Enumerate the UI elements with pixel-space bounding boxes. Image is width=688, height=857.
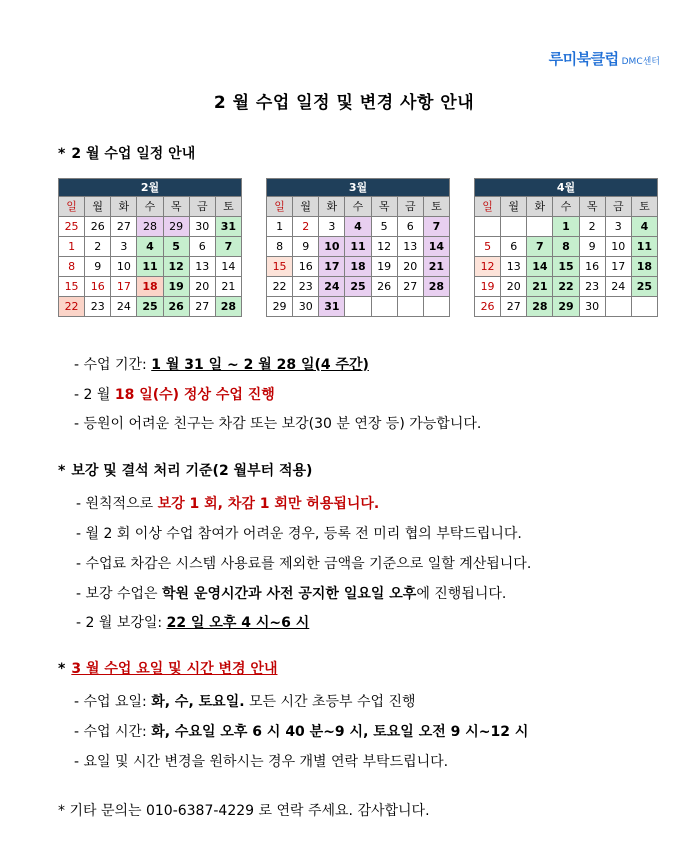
week-row — [475, 237, 658, 257]
week-row — [59, 217, 242, 237]
makeup-rule-line-4 — [76, 583, 506, 603]
week-row — [475, 297, 658, 317]
day-cell — [423, 297, 449, 317]
bullet-star: * — [58, 661, 66, 677]
day-cell: 28 — [215, 297, 241, 317]
day-cell: 14 — [423, 237, 449, 257]
day-cell: 1 — [553, 217, 579, 237]
day-cell: 4 — [631, 217, 657, 237]
schedule-period-label: - 수업 기간: — [74, 357, 147, 373]
day-cell: 31 — [215, 217, 241, 237]
day-cell: 12 — [475, 257, 501, 277]
day-cell: 21 — [215, 277, 241, 297]
week-row — [59, 237, 242, 257]
schedule-normal-class-prefix: - 2 월 — [74, 387, 111, 403]
section-march-change-title: 3 월 수업 요일 및 시간 변경 안내 — [71, 661, 278, 677]
schedule-normal-class-value: 18 일(수) 정상 수업 진행 — [114, 387, 275, 403]
day-cell: 27 — [501, 297, 527, 317]
makeup-rule-line-1 — [76, 493, 379, 513]
day-cell: 24 — [319, 277, 345, 297]
week-row — [267, 237, 450, 257]
day-cell: 15 — [59, 277, 85, 297]
day-cell: 25 — [631, 277, 657, 297]
week-row — [267, 217, 450, 237]
day-cell — [475, 217, 501, 237]
weekday-cell: 화 — [319, 197, 345, 217]
march-time-prefix: - 수업 시간: — [74, 724, 147, 740]
day-cell: 10 — [605, 237, 631, 257]
weekday-row — [267, 197, 450, 217]
day-cell: 25 — [345, 277, 371, 297]
weekday-cell: 월 — [85, 197, 111, 217]
day-cell: 13 — [397, 237, 423, 257]
section-march-change-heading — [58, 658, 277, 678]
day-cell: 22 — [267, 277, 293, 297]
logo — [549, 48, 660, 69]
day-cell: 9 — [293, 237, 319, 257]
calendar-february — [58, 178, 242, 317]
day-cell: 17 — [605, 257, 631, 277]
day-cell: 19 — [163, 277, 189, 297]
calendar-month-title: 3월 — [267, 179, 450, 197]
weekday-cell: 일 — [475, 197, 501, 217]
makeup-rule-line-2: - 월 2 회 이상 수업 참여가 어려운 경우, 등록 전 미리 협의 부탁드립니다. — [76, 526, 522, 542]
day-cell: 27 — [189, 297, 215, 317]
march-time-line — [74, 721, 528, 741]
day-cell: 30 — [579, 297, 605, 317]
day-cell: 19 — [371, 257, 397, 277]
week-row — [59, 297, 242, 317]
day-cell: 8 — [267, 237, 293, 257]
day-cell — [605, 297, 631, 317]
day-cell: 25 — [59, 217, 85, 237]
weekday-cell: 목 — [371, 197, 397, 217]
march-days-value: 화, 수, 토요일. — [151, 694, 245, 710]
march-days-line — [74, 691, 416, 711]
day-cell: 9 — [85, 257, 111, 277]
day-cell: 16 — [85, 277, 111, 297]
week-row — [267, 277, 450, 297]
day-cell: 26 — [475, 297, 501, 317]
weekday-cell: 토 — [423, 197, 449, 217]
day-cell: 15 — [553, 257, 579, 277]
day-cell: 13 — [501, 257, 527, 277]
march-time-value: 화, 수요일 오후 6 시 40 분~9 시, 토요일 오전 9 시~12 시 — [151, 724, 529, 740]
day-cell: 15 — [267, 257, 293, 277]
weekday-cell: 금 — [397, 197, 423, 217]
day-cell: 18 — [345, 257, 371, 277]
day-cell: 5 — [371, 217, 397, 237]
section-makeup-heading — [58, 460, 312, 480]
day-cell: 23 — [85, 297, 111, 317]
day-cell — [631, 297, 657, 317]
day-cell: 8 — [59, 257, 85, 277]
day-cell: 2 — [85, 237, 111, 257]
day-cell: 27 — [111, 217, 137, 237]
day-cell: 6 — [501, 237, 527, 257]
day-cell: 31 — [319, 297, 345, 317]
day-cell: 2 — [579, 217, 605, 237]
makeup-date-value: 22 일 오후 4 시~6 시 — [166, 615, 310, 631]
day-cell: 20 — [501, 277, 527, 297]
day-cell: 6 — [189, 237, 215, 257]
day-cell: 1 — [267, 217, 293, 237]
day-cell: 29 — [553, 297, 579, 317]
weekday-cell: 수 — [137, 197, 163, 217]
day-cell: 12 — [163, 257, 189, 277]
day-cell: 26 — [371, 277, 397, 297]
weekday-cell: 금 — [605, 197, 631, 217]
day-cell: 26 — [85, 217, 111, 237]
day-cell: 29 — [267, 297, 293, 317]
day-cell: 6 — [397, 217, 423, 237]
logo-sub-text: DMC센터 — [621, 57, 660, 67]
day-cell: 18 — [631, 257, 657, 277]
day-cell — [371, 297, 397, 317]
day-cell: 5 — [163, 237, 189, 257]
schedule-absence-line: - 등원이 어려운 친구는 차감 또는 보강(30 분 연장 등) 가능합니다. — [74, 416, 482, 432]
day-cell: 25 — [137, 297, 163, 317]
day-cell: 29 — [163, 217, 189, 237]
footer-contact: * 기타 문의는 010-6387-4229 로 연락 주세요. 감사합니다. — [58, 803, 430, 819]
logo-main-text: 루미북클럽 — [548, 50, 619, 68]
day-cell: 26 — [163, 297, 189, 317]
day-cell — [397, 297, 423, 317]
makeup-rule-4-value: 학원 운영시간과 사전 공지한 일요일 오후 — [162, 586, 417, 602]
makeup-rule-line-3: - 수업료 차감은 시스템 사용료를 제외한 금액을 기준으로 일할 계산됩니다. — [76, 556, 532, 572]
day-cell: 2 — [293, 217, 319, 237]
day-cell: 7 — [215, 237, 241, 257]
section-makeup-title: 보강 및 결석 처리 기준(2 월부터 적용) — [71, 463, 313, 479]
makeup-rule-4-suffix: 에 진행됩니다. — [416, 586, 507, 602]
document-title: 2 월 수업 일정 및 변경 사항 안내 — [213, 93, 475, 113]
day-cell: 16 — [579, 257, 605, 277]
weekday-cell: 금 — [189, 197, 215, 217]
week-row — [267, 257, 450, 277]
day-cell: 14 — [527, 257, 553, 277]
section-schedule-title: 2 월 수업 일정 안내 — [71, 146, 196, 162]
day-cell: 14 — [215, 257, 241, 277]
day-cell: 27 — [397, 277, 423, 297]
day-cell-holiday: 18 — [137, 277, 163, 297]
day-cell — [345, 297, 371, 317]
schedule-period-value: 1 월 31 일 ~ 2 월 28 일(4 주간) — [151, 357, 369, 373]
day-cell: 11 — [345, 237, 371, 257]
day-cell: 11 — [137, 257, 163, 277]
week-row — [267, 297, 450, 317]
week-row — [475, 257, 658, 277]
calendar-april — [474, 178, 658, 317]
day-cell: 23 — [293, 277, 319, 297]
day-cell — [527, 217, 553, 237]
makeup-date-prefix: - 2 월 보강일: — [76, 615, 163, 631]
weekday-cell: 목 — [579, 197, 605, 217]
weekday-cell: 토 — [215, 197, 241, 217]
makeup-rule-1-value: 보강 1 회, 차감 1 회만 허용됩니다. — [157, 496, 380, 512]
weekday-cell: 수 — [553, 197, 579, 217]
weekday-cell: 월 — [293, 197, 319, 217]
week-row — [475, 277, 658, 297]
day-cell: 10 — [319, 237, 345, 257]
schedule-period-line — [74, 354, 369, 374]
day-cell: 21 — [423, 257, 449, 277]
week-row — [59, 277, 242, 297]
weekday-row — [59, 197, 242, 217]
schedule-normal-class-line — [74, 384, 275, 404]
day-cell: 8 — [553, 237, 579, 257]
day-cell: 20 — [397, 257, 423, 277]
calendar-month-title: 4월 — [475, 179, 658, 197]
day-cell: 28 — [527, 297, 553, 317]
weekday-cell: 일 — [59, 197, 85, 217]
weekday-cell: 일 — [267, 197, 293, 217]
makeup-date-line — [76, 612, 309, 632]
day-cell: 7 — [527, 237, 553, 257]
day-cell: 16 — [293, 257, 319, 277]
march-days-prefix: - 수업 요일: — [74, 694, 147, 710]
weekday-cell: 목 — [163, 197, 189, 217]
day-cell: 17 — [319, 257, 345, 277]
week-row — [59, 257, 242, 277]
weekday-row — [475, 197, 658, 217]
day-cell: 3 — [319, 217, 345, 237]
weekday-cell: 수 — [345, 197, 371, 217]
day-cell: 19 — [475, 277, 501, 297]
day-cell: 7 — [423, 217, 449, 237]
day-cell: 24 — [605, 277, 631, 297]
day-cell: 5 — [475, 237, 501, 257]
calendar-month-title: 2월 — [59, 179, 242, 197]
weekday-cell: 토 — [631, 197, 657, 217]
day-cell: 17 — [111, 277, 137, 297]
week-row — [475, 217, 658, 237]
makeup-rule-4-prefix: - 보강 수업은 — [76, 586, 158, 602]
march-contact-line: - 요일 및 시간 변경을 원하시는 경우 개별 연락 부탁드립니다. — [74, 754, 449, 770]
day-cell: 28 — [423, 277, 449, 297]
weekday-cell: 화 — [527, 197, 553, 217]
day-cell: 24 — [111, 297, 137, 317]
day-cell-makeup: 22 — [59, 297, 85, 317]
bullet-star: * — [58, 146, 66, 162]
day-cell: 4 — [137, 237, 163, 257]
makeup-rule-1-prefix: - 원칙적으로 — [76, 496, 154, 512]
day-cell: 10 — [111, 257, 137, 277]
day-cell: 1 — [59, 237, 85, 257]
day-cell: 3 — [605, 217, 631, 237]
day-cell: 3 — [111, 237, 137, 257]
day-cell: 12 — [371, 237, 397, 257]
day-cell: 22 — [553, 277, 579, 297]
calendar-march — [266, 178, 450, 317]
day-cell: 28 — [137, 217, 163, 237]
day-cell: 20 — [189, 277, 215, 297]
bullet-star: * — [58, 463, 66, 479]
day-cell: 11 — [631, 237, 657, 257]
weekday-cell: 화 — [111, 197, 137, 217]
section-schedule-heading — [58, 143, 195, 163]
day-cell: 30 — [293, 297, 319, 317]
day-cell: 13 — [189, 257, 215, 277]
day-cell: 9 — [579, 237, 605, 257]
day-cell — [501, 217, 527, 237]
day-cell: 4 — [345, 217, 371, 237]
march-days-suffix: 모든 시간 초등부 수업 진행 — [249, 694, 416, 710]
day-cell: 21 — [527, 277, 553, 297]
weekday-cell: 월 — [501, 197, 527, 217]
day-cell: 23 — [579, 277, 605, 297]
day-cell: 30 — [189, 217, 215, 237]
